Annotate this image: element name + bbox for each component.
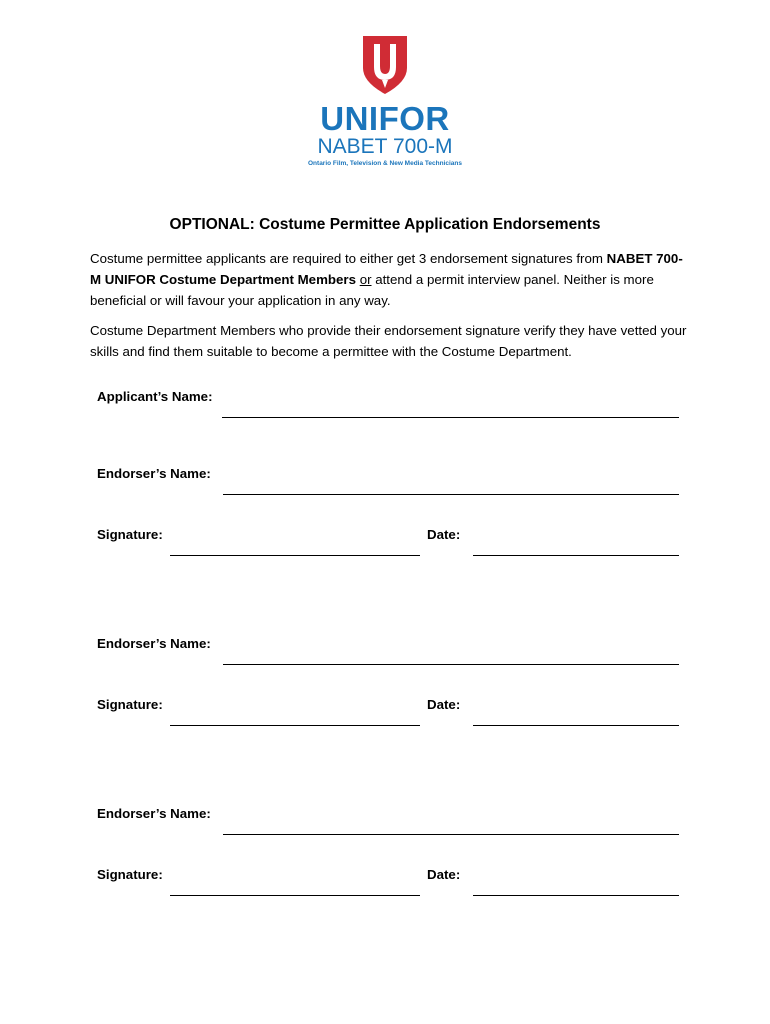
endorser-3-signature-label: Signature: <box>97 867 163 882</box>
shield-icon <box>300 30 470 100</box>
endorser-1-name-field[interactable] <box>223 494 679 495</box>
endorser-3-name-field[interactable] <box>223 834 679 835</box>
endorser-2-signature-field[interactable] <box>170 725 420 726</box>
verify-paragraph: Costume Department Members who provide their endorsement signature verify they have vetted your skills and find them suitable to become a permittee with the Costume Department. <box>90 323 687 359</box>
endorser-3-name-label: Endorser’s Name: <box>97 806 211 821</box>
endorser-1-date-label: Date: <box>427 527 461 542</box>
endorser-3-date-field[interactable] <box>473 895 679 896</box>
unifor-logo <box>300 30 470 175</box>
intro-text-part3: attend a permit interview panel. Neither is more beneficial or will favour your application in any way. <box>90 272 654 308</box>
intro-underlined-text: or <box>359 272 372 287</box>
endorser-3-date-label: Date: <box>427 867 461 882</box>
endorser-1-signature-field[interactable] <box>170 555 420 556</box>
intro-paragraph <box>90 248 690 311</box>
endorser-1-signature-label: Signature: <box>97 527 163 542</box>
page-title: OPTIONAL: Costume Permittee Application Endorsements <box>169 216 601 233</box>
endorser-1-name-label: Endorser’s Name: <box>97 466 211 481</box>
applicant-name-label: Applicant’s Name: <box>97 389 213 404</box>
applicant-name-field[interactable] <box>222 417 679 418</box>
endorser-2-date-label: Date: <box>427 697 461 712</box>
intro-text-part1: Costume permittee applicants are required to either get 3 endorsement signatures from <box>90 251 607 266</box>
intro-bold-text: NABET 700-M UNIFOR Costume Department Members <box>90 251 683 287</box>
logo-tagline: Ontario Film, Television & New Media Technicians <box>308 160 462 167</box>
endorser-2-date-field[interactable] <box>473 725 679 726</box>
endorser-2-name-field[interactable] <box>223 664 679 665</box>
logo-local-name: NABET 700-M <box>317 135 453 158</box>
logo-wordmark: UNIFOR <box>320 100 450 137</box>
endorser-3-signature-field[interactable] <box>170 895 420 896</box>
endorser-2-signature-label: Signature: <box>97 697 163 712</box>
endorser-2-name-label: Endorser’s Name: <box>97 636 211 651</box>
endorser-1-date-field[interactable] <box>473 555 679 556</box>
